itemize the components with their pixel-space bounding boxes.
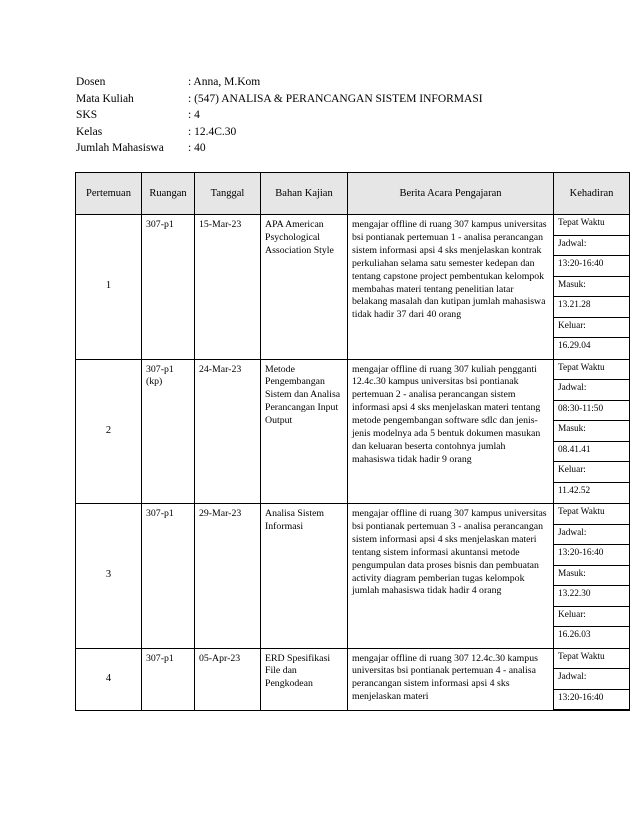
info-label: Kelas [76, 125, 103, 138]
attendance-status: Tepat Waktu [554, 215, 629, 236]
berita-acara-cell: mengajar offline di ruang 307 kuliah pengganti 12.4c.30 kampus universitas bsi pontianak pertemuan 2 - analisa perancangan sistem informasi apsi 4 sks menjelaskan materi tentang metode pengembangan software sdlc dan jenis-jenis modelnya ada 5 bentuk dokumen masukan dan keluaran beserta contohnya jumlah mahasiswa tidak hadir 9 orang [348, 359, 554, 504]
table-header-row [76, 173, 630, 215]
table-row [76, 504, 630, 649]
bahan-kajian-cell: ERD Spesifikasi File dan Pengkodean [261, 648, 348, 711]
berita-acara-cell: mengajar offline di ruang 307 12.4c.30 kampus universitas bsi pontianak pertemuan 4 - analisa perancangan sistem informasi apsi 4 sks menjelaskan materi [348, 648, 554, 711]
kehadiran-cell [554, 504, 630, 649]
info-value: : (547) ANALISA & PERANCANGAN SISTEM INFORMASI [188, 92, 483, 105]
attendance-out-label: Keluar: [554, 607, 629, 628]
tanggal-cell: 15-Mar-23 [195, 215, 261, 360]
info-value: : Anna, M.Kom [188, 76, 261, 88]
bahan-kajian-cell: Analisa Sistem Informasi [261, 504, 348, 649]
attendance-status: Tepat Waktu [554, 649, 629, 670]
ruangan-cell: 307-p1 [142, 648, 195, 711]
column-header-bahan-kajian: Bahan Kajian [261, 173, 348, 215]
berita-acara-cell: mengajar offline di ruang 307 kampus universitas bsi pontianak pertemuan 3 - analisa perancangan sistem informasi apsi 4 sks menjelaskan materi tentang sistem informasi akuntansi metode pengumpulan data proses bisnis dan pembuatan activity diagram pemberian tugas kelompok jumlah mahasiswa tidak hadir 4 orang [348, 504, 554, 649]
pertemuan-cell: 1 [76, 215, 142, 360]
info-value: : 40 [188, 142, 206, 155]
attendance-schedule-label: Jadwal: [554, 380, 629, 401]
attendance-table [75, 172, 630, 711]
column-header-berita-acara: Berita Acara Pengajaran [348, 173, 554, 215]
info-label: Dosen [76, 76, 106, 88]
attendance-out-label: Keluar: [554, 318, 629, 339]
ruangan-cell: 307-p1 [142, 504, 195, 649]
info-label: Jumlah Mahasiswa [76, 142, 164, 155]
pertemuan-cell: 3 [76, 504, 142, 649]
info-value: : 4 [188, 109, 200, 122]
info-label: SKS [76, 109, 98, 122]
course-info [76, 74, 483, 157]
table-row [76, 359, 630, 504]
tanggal-cell: 05-Apr-23 [195, 648, 261, 711]
kehadiran-cell [554, 215, 630, 360]
column-header-tanggal: Tanggal [195, 173, 261, 215]
attendance-in-time: 08.41.41 [554, 442, 629, 463]
info-value: : 12.4C.30 [188, 125, 237, 138]
pertemuan-cell: 2 [76, 359, 142, 504]
attendance-in-label: Masuk: [554, 421, 629, 442]
column-header-pertemuan: Pertemuan [76, 173, 142, 215]
kehadiran-cell [554, 648, 630, 711]
column-header-kehadiran: Kehadiran [554, 173, 630, 215]
info-row-mata-kuliah [76, 91, 483, 108]
info-row-dosen [76, 74, 483, 91]
tanggal-cell: 29-Mar-23 [195, 504, 261, 649]
attendance-status: Tepat Waktu [554, 504, 629, 525]
attendance-out-time: 16.29.04 [558, 341, 591, 351]
info-row-sks [76, 107, 483, 124]
attendance-schedule: 13:20-16:40 [554, 690, 629, 711]
ruangan-cell: 307-p1 [142, 215, 195, 360]
info-row-jumlah-mahasiswa [76, 140, 483, 157]
attendance-in-time: 13.22.30 [554, 586, 629, 607]
tanggal-cell: 24-Mar-23 [195, 359, 261, 504]
table-row [76, 648, 630, 711]
table-row [76, 215, 630, 360]
bahan-kajian-cell: APA American Psychological Association Style [261, 215, 348, 360]
pertemuan-cell: 4 [76, 648, 142, 711]
attendance-in-label: Masuk: [554, 566, 629, 587]
attendance-in-label: Masuk: [554, 277, 629, 298]
attendance-schedule: 08:30-11:50 [554, 401, 629, 422]
berita-acara-cell: mengajar offline di ruang 307 kampus universitas bsi pontianak pertemuan 1 - analisa perancangan sistem informasi apsi 4 sks menjelaskan kontrak perkuliahan selama satu semester kedepan dan tentang capstone project pembentukan kelompok membahas materi tentang penelitian latar belakang masalah dan kutipan jumlah mahasiswa tidak hadir 37 dari 40 orang [348, 215, 554, 360]
info-row-kelas [76, 124, 483, 141]
attendance-schedule-label: Jadwal: [554, 236, 629, 257]
attendance-schedule-label: Jadwal: [554, 669, 629, 690]
attendance-out-time: 16.26.03 [558, 630, 591, 640]
bahan-kajian-cell: Metode Pengembangan Sistem dan Analisa Perancangan Input Output [261, 359, 348, 504]
attendance-status: Tepat Waktu [554, 360, 629, 381]
column-header-ruangan: Ruangan [142, 173, 195, 215]
attendance-schedule-label: Jadwal: [554, 525, 629, 546]
attendance-in-time: 13.21.28 [554, 297, 629, 318]
attendance-schedule: 13:20-16:40 [554, 545, 629, 566]
attendance-schedule: 13:20-16:40 [554, 256, 629, 277]
info-label: Mata Kuliah [76, 92, 134, 105]
attendance-out-time: 11.42.52 [558, 485, 591, 496]
ruangan-cell: 307-p1 (kp) [142, 359, 195, 504]
kehadiran-cell [554, 359, 630, 504]
attendance-out-label: Keluar: [554, 462, 629, 483]
